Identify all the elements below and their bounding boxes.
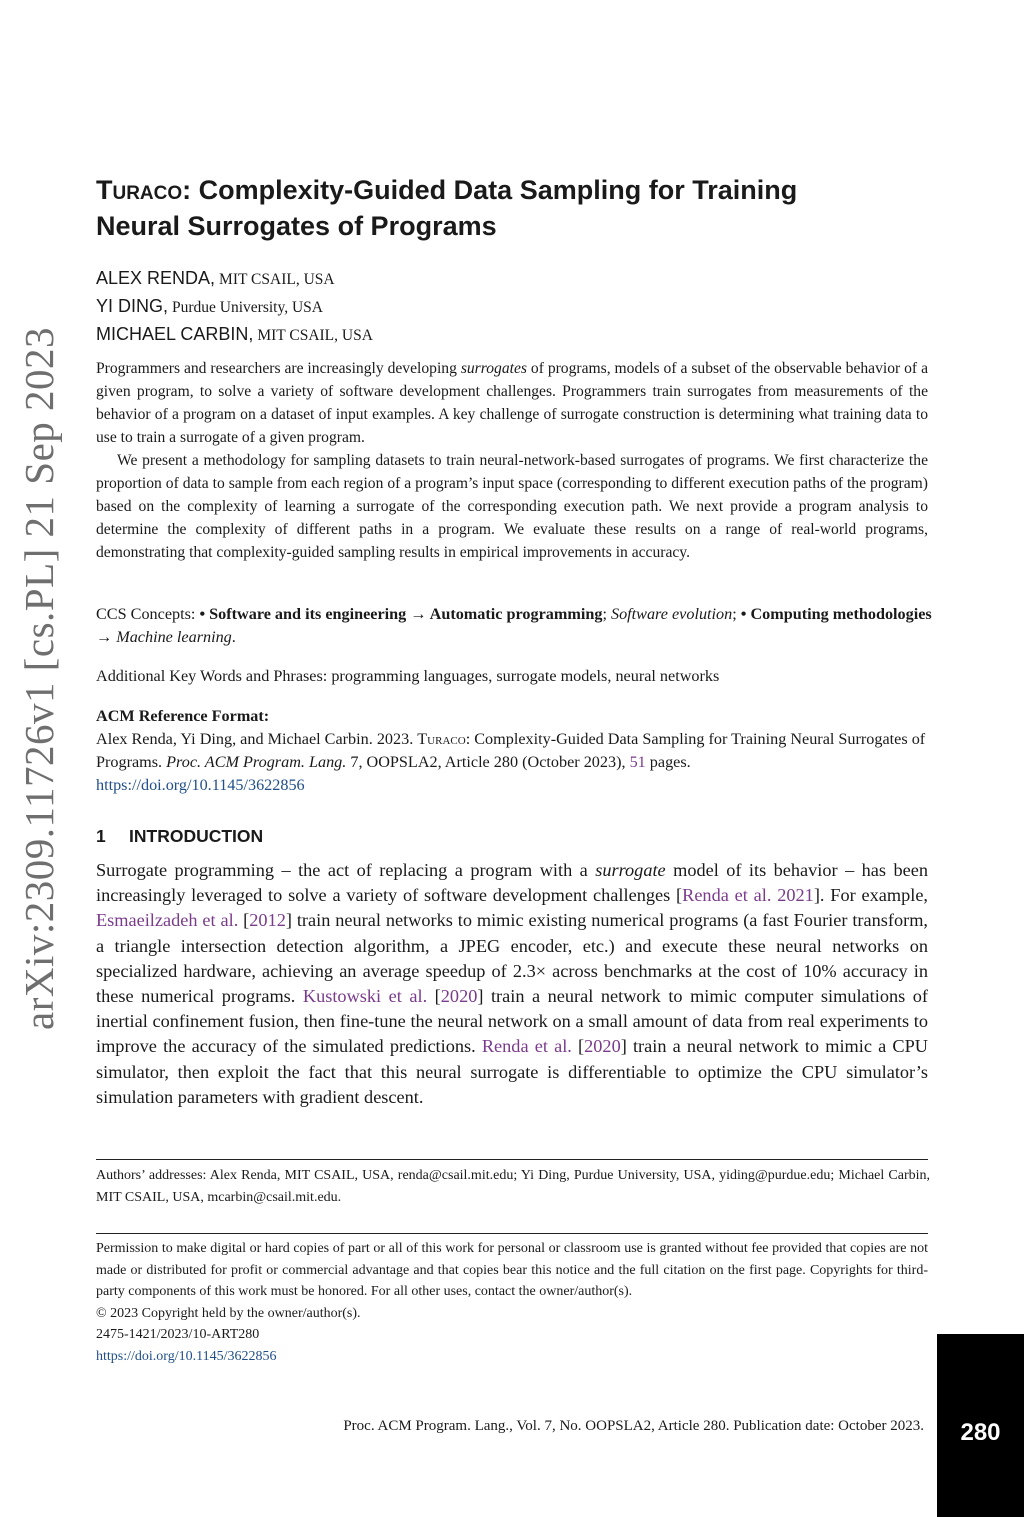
permission-notice — [96, 1238, 928, 1367]
intro-text: Surrogate programming – the act of replacing a program with a — [96, 860, 596, 880]
ccs-concept: • Software and its engineering → Automatic programming — [199, 605, 603, 623]
abstract-text: Programmers and researchers are increasingly developing — [96, 360, 461, 377]
citation-link[interactable]: 2020 — [440, 986, 478, 1007]
citation-link[interactable]: 2020 — [584, 1036, 621, 1057]
intro-text: ] train a neural network to mimic a CPU simulator, then exploit the fact that this neural surrogate is differentiable to optimize the CPU simulator’s simulation parameters with gradient descent. — [96, 1036, 928, 1107]
intro-text: model of its behavior – has been increasingly leveraged to solve a variety of software development challenges [ — [96, 860, 928, 906]
citation-text: : Complexity-Guided Data Sampling for Training Neural Surrogates of Programs. — [96, 730, 926, 771]
intro-text: ] train neural networks to mimic existing numerical programs (a fast Fourier transform, a triangle intersection detection algorithm, a JPEG encoder, etc.) and execute these neural networks on specialized hardware, achieving an average speedup of 2.3× across benchmarks at the cost of 10% accuracy in these numerical programs. — [96, 910, 928, 1007]
intro-text: [ — [427, 986, 441, 1007]
author-name: MICHAEL CARBIN, — [96, 324, 254, 344]
page-number-box — [937, 1334, 1024, 1517]
ccs-concept: Software evolution — [610, 605, 733, 623]
intro-text: [ — [238, 910, 250, 931]
section-title: INTRODUCTION — [129, 826, 264, 846]
citation-text: pages. — [645, 753, 691, 771]
abstract-paragraph-2: We present a methodology for sampling datasets to train neural-network-based surrogates of programs. We first characterize the proportion of data to sample from each region of a program’s input space (corresponding to different execution paths of the program) based on the complexity of learning a surrogate of the corresponding execution path. We next provide a program analysis to determine the complexity of different paths in a program. We evaluate these results on a range of real-world programs, demonstrating that complexity-guided sampling results in empirical improvements in accuracy. — [96, 452, 928, 561]
ccs-separator: . — [231, 628, 236, 646]
ccs-separator: ; — [732, 605, 741, 623]
intro-text: [ — [571, 1036, 585, 1057]
author-entry — [96, 320, 373, 348]
introduction-paragraph — [96, 858, 928, 1110]
doi-link[interactable]: https://doi.org/10.1145/3622856 — [96, 776, 305, 794]
title-system-name: Turaco — [96, 175, 183, 205]
issn-line: 2475-1421/2023/10-ART280 — [96, 1327, 260, 1342]
author-addresses: Authors’ addresses: Alex Renda, MIT CSAIL, USA, renda@csail.mit.edu; Yi Ding, Purdue University, USA, yiding@purdue.edu; Michael Carbin, MIT CSAIL, USA, mcarbin@csail.mit.edu. — [96, 1168, 930, 1205]
intro-text: ] train a neural network to mimic computer simulations of inertial confinement fusion, then fine-tune the neural network on a small amount of data from real experiments to improve the accuracy of the simulated predictions. — [96, 986, 928, 1057]
intro-text: ]. For example, — [813, 885, 929, 906]
title-line2: Neural Surrogates of Programs — [96, 211, 497, 241]
section-heading — [96, 826, 263, 847]
author-list — [96, 264, 373, 348]
intro-emphasis: surrogate — [595, 860, 666, 880]
citation-system-name: Turaco — [417, 730, 466, 748]
citation-text: Alex Renda, Yi Ding, and Michael Carbin. 2023. — [96, 730, 418, 748]
author-entry — [96, 292, 373, 320]
ccs-separator: ; — [602, 605, 611, 623]
citation-link[interactable]: Esmaeilzadeh et al. — [96, 910, 239, 931]
permission-divider — [96, 1233, 928, 1234]
section-number: 1 — [96, 826, 106, 846]
copyright-line: © 2023 Copyright held by the owner/author(s). — [96, 1305, 361, 1321]
author-affiliation: MIT CSAIL, USA — [257, 327, 373, 344]
ccs-concept: Machine learning — [116, 628, 232, 646]
keywords: Additional Key Words and Phrases: programming languages, surrogate models, neural networks — [96, 667, 720, 685]
abstract-paragraph-1 — [96, 357, 928, 449]
footnote-divider — [96, 1159, 928, 1160]
ccs-label: CCS Concepts: — [96, 605, 200, 623]
author-name: YI DING, — [96, 296, 169, 316]
acm-reference-citation — [96, 728, 932, 797]
permission-text: Permission to make digital or hard copies of part or all of this work for personal or classroom use is granted without fee provided that copies are not made or distributed for profit or commercial advantage and that copies bear this notice and the full citation on the first page. Copyrights for third-party components of this work must be honored. For all other uses, contact the owner/author(s). — [96, 1241, 928, 1299]
page-number: 280 — [960, 1419, 1001, 1446]
citation-venue: Proc. ACM Program. Lang. — [166, 753, 347, 771]
author-affiliation: MIT CSAIL, USA — [219, 271, 335, 288]
author-entry — [96, 264, 373, 292]
ccs-concepts — [96, 603, 932, 649]
author-affiliation: Purdue University, USA — [172, 299, 323, 316]
title-line1-rest: : Complexity-Guided Data Sampling for Training — [182, 175, 798, 205]
abstract-emphasis: surrogates — [460, 360, 527, 377]
abstract-text: of programs, models of a subset of the observable behavior of a given program, to solve a variety of software development challenges. Programmers train surrogates from measurements of the behavior of a program on a dataset of input examples. A key challenge of surrogate construction is determining what training data to use to train a surrogate of a given program. — [96, 360, 928, 446]
citation-link[interactable]: Renda et al. — [481, 1036, 572, 1057]
acm-reference-label: ACM Reference Format: — [96, 707, 270, 725]
abstract — [96, 357, 928, 564]
paper-title — [96, 172, 936, 244]
citation-text: 7, OOPSLA2, Article 280 (October 2023), — [346, 753, 630, 771]
citation-link[interactable]: 2012 — [249, 910, 286, 931]
ccs-concept: • Computing methodologies → — [96, 605, 932, 646]
pages-link[interactable]: 51 — [629, 753, 646, 771]
permission-doi-link[interactable]: https://doi.org/10.1145/3622856 — [96, 1348, 277, 1364]
citation-link[interactable]: Renda et al. 2021 — [682, 885, 814, 906]
arxiv-identifier: arXiv:2309.11726v1 [cs.PL] 21 Sep 2023 — [16, 326, 62, 1030]
page-footer: Proc. ACM Program. Lang., Vol. 7, No. OOPSLA2, Article 280. Publication date: October 2023. — [343, 1418, 924, 1434]
acm-reference — [96, 705, 932, 797]
author-name: ALEX RENDA, — [96, 268, 216, 288]
citation-link[interactable]: Kustowski et al. — [302, 986, 428, 1007]
